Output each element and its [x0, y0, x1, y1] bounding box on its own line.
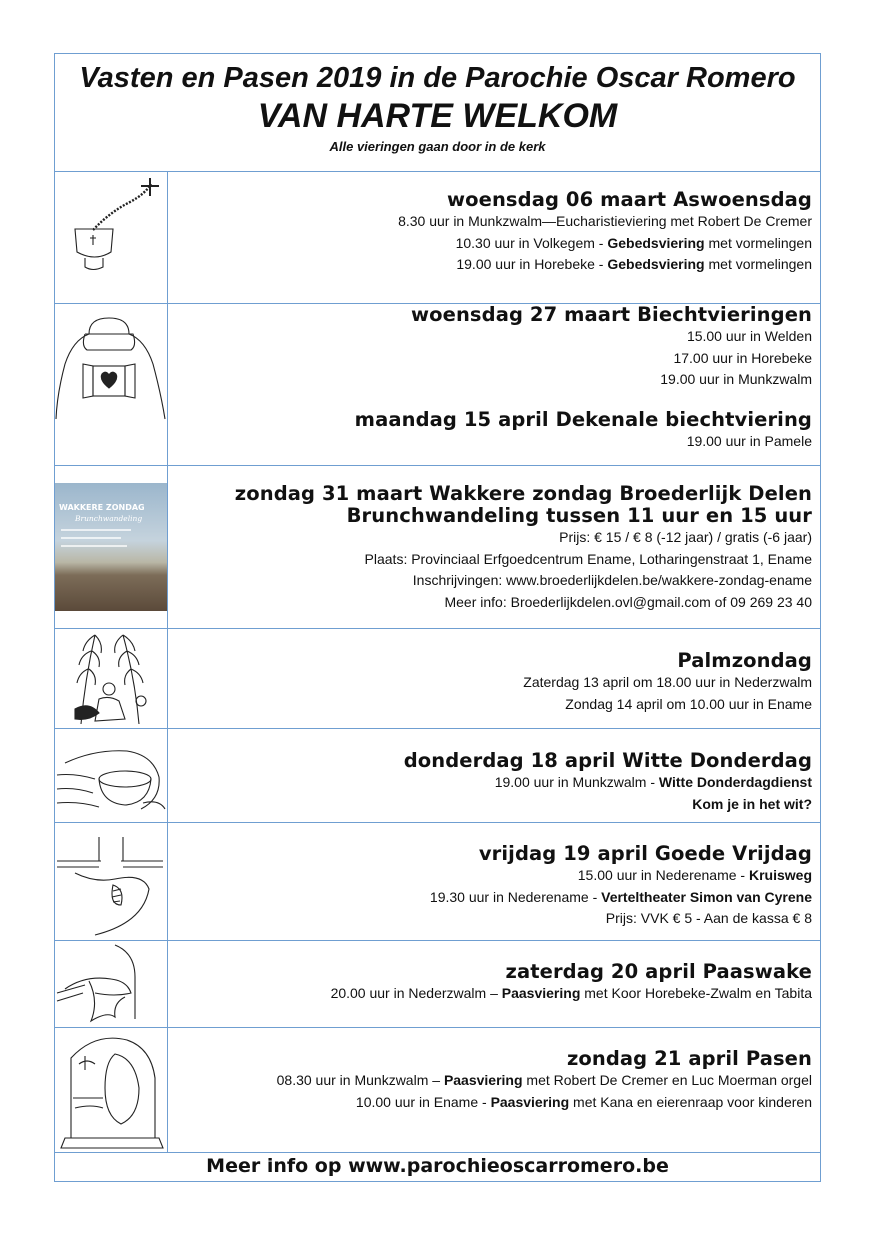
event-title: woensdag 06 maart Aswoensdag: [447, 188, 812, 211]
event-row-goede-vrijdag: [55, 822, 820, 940]
line-text: met vormelingen: [704, 256, 812, 272]
line-text: 20.00 uur in Nederzwalm –: [330, 985, 502, 1001]
line-text: met Robert De Cremer en Luc Moerman orgel: [522, 1072, 812, 1088]
line-text: 19.30 uur in Nederename -: [429, 888, 602, 905]
header: [55, 54, 820, 171]
cloth-hand-icon: [55, 941, 168, 1027]
line-text: met Kana en eierenraap voor kinderen: [569, 1093, 812, 1110]
poster-title: WAKKERE ZONDAG: [59, 503, 145, 512]
empty-tomb-icon: [55, 1028, 168, 1152]
event-line: Inschrijvingen: www.broederlijkdelen.be/wakkere-zondag-ename: [412, 572, 812, 588]
event-title: donderdag 18 april Witte Donderdag: [403, 749, 812, 772]
event-title: Palmzondag: [677, 649, 812, 672]
line-text: Prijs: VVK € 5 - Aan de kassa € 8: [605, 910, 812, 926]
line-text: 19.00 uur in Munkzwalm -: [494, 774, 659, 790]
line-bold: Witte Donderdagdienst: [658, 774, 812, 790]
footer-link[interactable]: Meer info op www.parochieoscarromero.be: [206, 1155, 669, 1177]
event-line: [169, 1092, 812, 1114]
event-text: [169, 823, 812, 930]
event-line: 17.00 uur in Horebeke: [673, 349, 812, 366]
event-row-aswoensdag: [55, 171, 820, 303]
line-text: 8.30 uur in Munkzwalm—Eucharistieviering met Robert De Cremer: [398, 213, 812, 229]
event-line: Meer info: Broederlijkdelen.ovl@gmail.com of 09 269 23 40: [444, 593, 812, 610]
hands-bowl-icon: [55, 729, 168, 822]
line-bold: Kom je in het wit?: [692, 795, 812, 812]
line-bold: Gebedsviering: [607, 234, 705, 251]
line-text: 15.00 uur in Nederename -: [577, 867, 749, 883]
poster-text-line: [61, 529, 131, 531]
line-bold: Gebedsviering: [607, 256, 705, 272]
line-text: 10.30 uur in Volkegem -: [455, 234, 608, 251]
poster-image: [55, 483, 167, 611]
poster-subtitle: Brunchwandeling: [75, 514, 143, 523]
event-line: Zondag 14 april om 10.00 uur in Ename: [565, 695, 812, 712]
line-text: 08.30 uur in Munkzwalm –: [276, 1072, 444, 1088]
footer-row: [55, 1152, 820, 1183]
event-text: [169, 304, 812, 452]
line-bold: Paasviering: [501, 985, 581, 1001]
event-title: woensdag 27 maart Biechtvieringen: [411, 303, 812, 326]
event-line: [169, 865, 812, 887]
event-text: [169, 941, 812, 1005]
event-row-pasen: [55, 1027, 820, 1152]
event-text: [169, 1028, 812, 1113]
cross-wound-icon: [55, 823, 168, 940]
page-title: Vasten en Pasen 2019 in de Parochie Oscar Romero: [79, 62, 796, 94]
poster-text-line: [61, 537, 121, 539]
line-text: met Koor Horebeke-Zwalm en Tabita: [580, 985, 812, 1001]
event-text: [169, 629, 812, 715]
event-title: maandag 15 april Dekenale biechtviering: [354, 407, 812, 431]
event-title: zondag 21 april Pasen: [566, 1047, 812, 1070]
event-line: 19.00 uur in Pamele: [686, 432, 812, 449]
event-row-paaswake: [55, 940, 820, 1027]
event-title: zaterdag 20 april Paaswake: [505, 960, 812, 983]
event-line: [169, 1070, 812, 1092]
event-line: [169, 254, 812, 276]
event-line: [169, 772, 812, 794]
line-text: 19.00 uur in Horebeke -: [456, 256, 608, 272]
event-line: [169, 794, 812, 816]
event-line: [169, 908, 812, 930]
line-bold: Paasviering: [490, 1093, 570, 1110]
ash-bowl-cross-icon: [55, 172, 168, 303]
event-row-wakkere-zondag: [55, 465, 820, 628]
event-line: [169, 211, 812, 233]
event-row-biechtvieringen: [55, 303, 820, 465]
event-line: 19.00 uur in Munkzwalm: [660, 371, 812, 387]
line-bold: Verteltheater Simon van Cyrene: [601, 888, 812, 905]
event-row-witte-donderdag: [55, 728, 820, 822]
line-bold: Kruisweg: [748, 867, 812, 883]
event-line: 15.00 uur in Welden: [686, 328, 812, 344]
subtitle: Alle vieringen gaan door in de kerk: [329, 139, 546, 154]
event-line: Prijs: € 15 / € 8 (-12 jaar) / gratis (-6 jaar): [559, 529, 812, 545]
event-title: zondag 31 maart Wakkere zondag Broederlijk Delen: [234, 482, 812, 505]
event-line: [169, 983, 812, 1005]
event-text: [169, 172, 812, 276]
event-text: [169, 466, 812, 613]
palm-branches-icon: [55, 629, 168, 728]
event-sheet: [54, 53, 821, 1182]
poster-text-line: [61, 545, 127, 547]
welcome-heading: VAN HARTE WELKOM: [257, 97, 618, 135]
event-title: vrijdag 19 april Goede Vrijdag: [478, 842, 812, 865]
line-text: met vormelingen: [704, 234, 812, 251]
event-line: [169, 887, 812, 909]
event-line: Plaats: Provinciaal Erfgoedcentrum Ename, Lotharingenstraat 1, Ename: [364, 550, 812, 567]
event-line: Zaterdag 13 april om 18.00 uur in Nederzwalm: [523, 674, 812, 690]
line-bold: Paasviering: [443, 1072, 523, 1088]
poster-image-frame: [55, 466, 168, 628]
robe-heart-icon: [55, 304, 168, 465]
event-title-2: Brunchwandeling tussen 11 uur en 15 uur: [346, 504, 812, 527]
event-text: [169, 729, 812, 815]
line-text: 10.00 uur in Ename -: [355, 1093, 491, 1110]
event-row-palmzondag: [55, 628, 820, 728]
event-line: [169, 233, 812, 255]
